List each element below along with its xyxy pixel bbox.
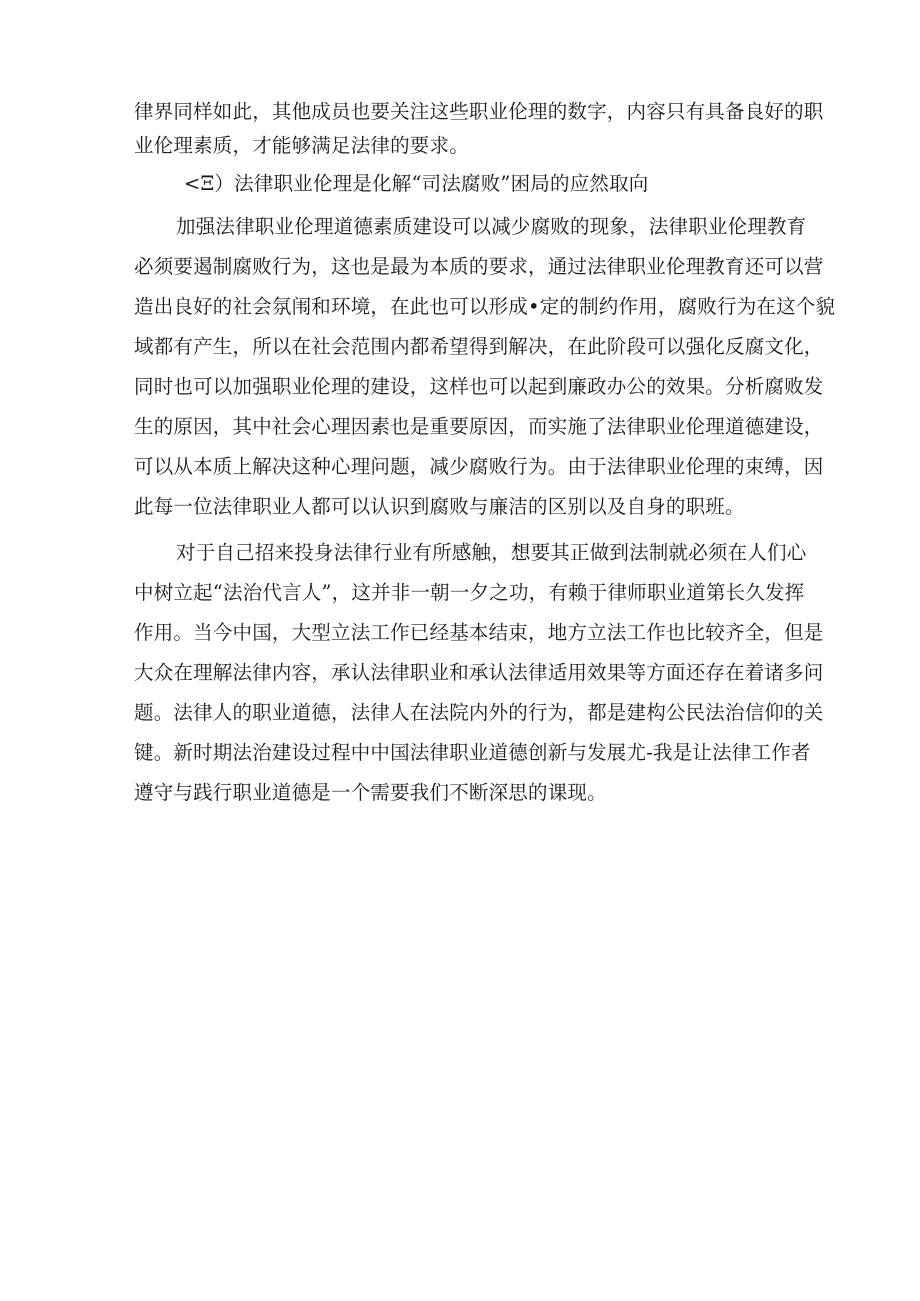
paragraph-two-line-4: 大众在理解法律内容，承认法律职业和承认法律适用效果等方面还存在着诸多问 bbox=[134, 661, 824, 684]
paragraph-two-line-6: 键。新时期法治建设过程中中国法律职业道德创新与发展尤-我是让法律工作者 bbox=[134, 741, 811, 764]
paragraph-one-line-6: 生的原因，其中社会心理因素也是重要原因，而实施了法律职业伦理道德建设， bbox=[134, 415, 824, 438]
paragraph-two-line-7: 遵守与践行职业道德是一个需要我们不断深思的课现。 bbox=[134, 781, 607, 804]
paragraph-one-line-2: 必须要遏制腐败行为，这也是最为本质的要求，通过法律职业伦理教育还可以营 bbox=[134, 255, 824, 278]
paragraph-two-line-5: 题。法律人的职业道德，法律人在法院内外的行为，都是建构公民法治信仰的关 bbox=[134, 701, 824, 724]
paragraph-one-line-5: 同时也可以加强职业伦理的建设，这样也可以起到廉政办公的效果。分析腐败发 bbox=[134, 375, 824, 398]
paragraph-two-line-2: 中树立起“法治代言人”，这并非一朝一夕之功，有赖于律师职业道第长久发挥 bbox=[134, 581, 805, 604]
section-heading: <Ξ）法律职业伦理是化解“司法腐败”困局的应然取向 bbox=[184, 172, 649, 195]
intro-line-1: 律界同样如此，其他成员也要关注这些职业伦理的数字，内容只有具备良好的职 bbox=[134, 100, 824, 123]
paragraph-one-line-4: 域都有产生，所以在社会范围内都希望得到解决，在此阶段可以强化反腐文化， bbox=[134, 335, 824, 358]
paragraph-one-line-3: 造出良好的社会氛闱和环境，在此也可以形成•定的制约作用，腐败行为在这个貌 bbox=[134, 295, 836, 318]
intro-line-2: 业伦理素质，才能够满足法律的要求。 bbox=[134, 134, 469, 157]
paragraph-two-line-1: 对于自己招来投身法律行业有所感触，想要其正做到法制就必须在人们心 bbox=[176, 541, 807, 564]
paragraph-one-line-8: 此每一位法律职业人都可以认识到腐败与廉洁的区别以及自身的职班。 bbox=[134, 495, 745, 518]
paragraph-two-line-3: 作用。当今中国，大型立法工作已经基本结束，地方立法工作也比较齐全，但是 bbox=[134, 621, 824, 644]
paragraph-one-line-1: 加强法律职业伦理道德素质建设可以减少腐败的现象，法律职业伦理教育 bbox=[176, 215, 807, 238]
paragraph-one-line-7: 可以从本质上解决这种心理问题，减少腐败行为。由于法律职业伦理的束缚，因 bbox=[134, 455, 824, 478]
